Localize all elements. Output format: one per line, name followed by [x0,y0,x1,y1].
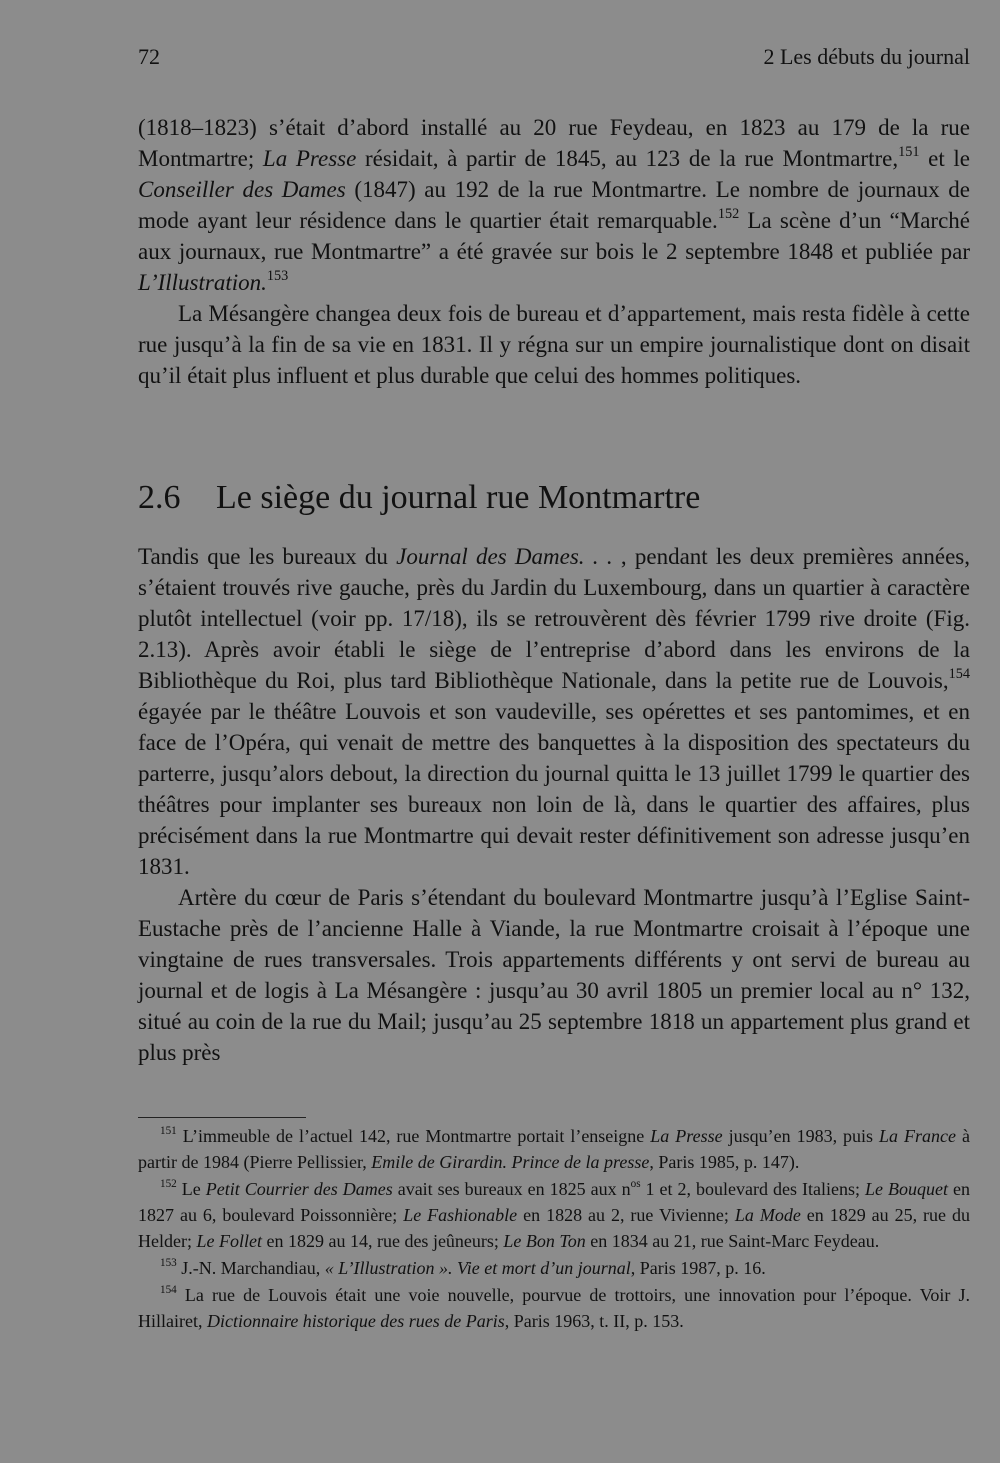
paragraph: Artère du cœur de Paris s’étendant du boulevard Montmartre jusqu’à l’Eglise Saint-Eustache près de l’ancienne Halle à Viande, la rue Montmartre croisait à l’époque une vingtaine de rues transversales. Trois appartements différents y ont servi de bureau au journal et de logis à La Mésangère : jusqu’au 30 avril 1805 un premier local au n° 132, situé au coin de la rue du Mail; jusqu’au 25 septembre 1818 un appartement plus grand et plus près [138,885,970,1065]
footnote: $^{152}$ Le Petit Courrier des Dames avait ses bureaux en 1825 aux $n^{os}$ 1 et 2, boulevard des Italiens; Le Bouquet en 1827 au 6, boulevard Poissonnière; Le Fashionable en 1828 au 2, rue Vivienne; La Mode en 1829 au 25, rue du Helder; Le Follet en 1829 au 14, rue des jeûneurs; Le Bon Ton en 1834 au 21, rue Saint-Marc Feydeau. [138,1177,970,1251]
footnote-ref: 151 [898,143,920,160]
paragraph: (1818–1823) s’était d’abord installé au 20 rue Feydeau, en 1823 au 179 de la rue Montmartre; La Presse résidait, à partir de 1845, au 123 de la rue Montmartre,$^{151}$ et le Conseiller des Dames (1847) au 192 de la rue Montmartre. Le nombre de journaux de mode ayant leur résidence dans le quartier était remarquable.$^{152}$ La scène d’un “Marché aux journaux, rue Montmartre” a été gravée sur bois le 2 septembre 1848 et publiée par L’Illustration.$^{153}$ [138,115,971,295]
footnote-number: 153 [160,1256,177,1269]
section-heading [138,478,970,518]
footnote-number: 152 [160,1177,177,1190]
footnotes [138,1123,970,1334]
section-text [138,541,970,1068]
intro-text [138,112,970,391]
section-title: Le siège du journal rue Montmartre [216,479,701,516]
paragraph: La Mésangère changea deux fois de bureau et d’appartement, mais resta fidèle à cette rue jusqu’à la fin de sa vie en 1831. Il y régna sur un empire journalistique dont on disait qu’il était plus influent et plus durable que celui des hommes politiques. [138,301,970,388]
section-number: 2.6 [138,479,181,516]
page-number: 72 [138,44,160,69]
chapter-title: 2 Les débuts du journal [763,44,970,69]
footnote: $^{151}$ L’immeuble de l’actuel 142, rue Montmartre portait l’enseigne La Presse jusqu’en 1983, puis La France à partir de 1984 (Pierre Pellissier, Emile de Girardin. Prince de la presse, Paris 1985, p. 147). [138,1124,971,1172]
footnote: $^{154}$ La rue de Louvois était une voie nouvelle, pourvue de trottoirs, une innovation pour l’époque. Voir J. Hillairet, Dictionnaire historique des rues de Paris, Paris 1963, t. II, p. 153. [138,1283,970,1331]
footnote-rule [138,1117,306,1118]
footnote-ref: 152 [717,205,740,222]
footnote: $^{153}$ J.-N. Marchandiau, « L’Illustration ». Vie et mort d’un journal, Paris 1987, p. 16. [160,1256,766,1278]
footnote-ref: 154 [948,665,970,682]
footnote-number: 151 [160,1124,177,1137]
footnote-ref: 153 [266,267,289,284]
footnote-number: 154 [160,1283,177,1296]
paragraph: Tandis que les bureaux du Journal des Dames. . . , pendant les deux premières années, s’étaient trouvés rive gauche, près du Jardin du Luxembourg, dans un quartier à caractère plutôt intellectuel (voir pp. 17/18), ils se retrouvèrent dès février 1799 rive droite (Fig. 2.13). Après avoir établi le siège de l’entreprise d’abord dans les environs de la Bibliothèque du Roi, plus tard Bibliothèque Nationale, dans la petite rue de Louvois,$^{154}$ égayée par le théâtre Louvois et son vaudeville, ses opérettes et ses pantomimes, et en face de l’Opéra, qui venait de mettre des banquettes à la disposition des spectateurs du parterre, jusqu’alors debout, la direction du journal quitta le 13 juillet 1799 le quartier des théâtres pour implanter ses bureaux non loin de là, dans le quartier des affaires, plus précisément dans la rue Montmartre qui devait rester définitivement son adresse jusqu’en 1831. [138,544,970,879]
